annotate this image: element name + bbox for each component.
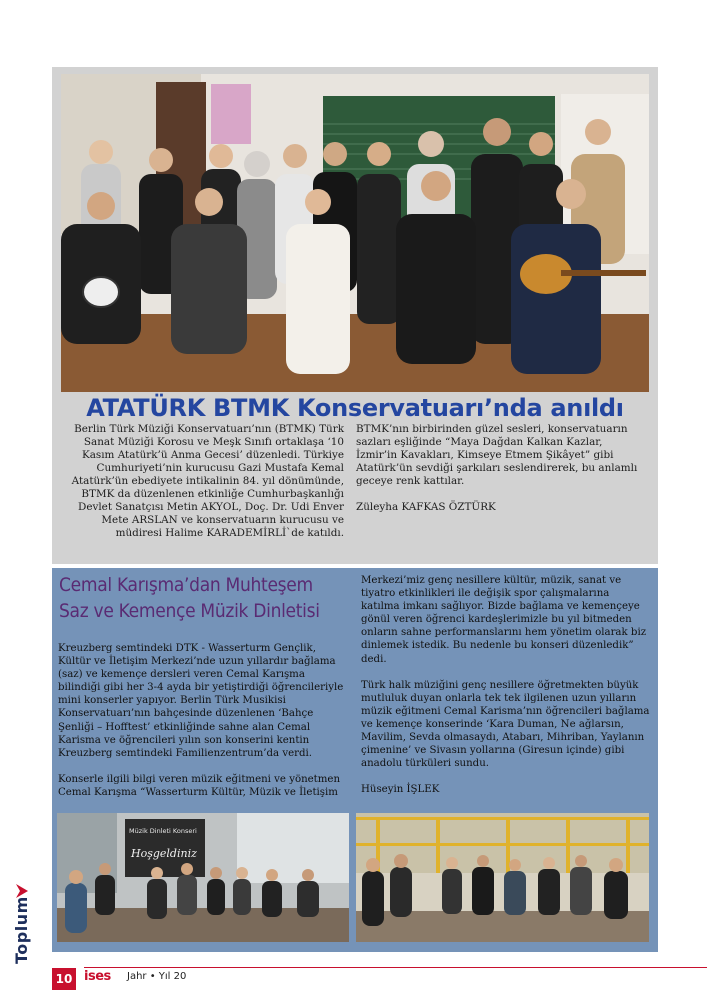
page-number: 10 xyxy=(52,968,76,990)
article1-right-column xyxy=(356,423,646,514)
blackboard-text-2: Hoşgeldiniz xyxy=(131,847,197,860)
article2-title-line2: Saz ve Kemençe Müzik Dinletisi xyxy=(59,600,320,622)
concert-photo-classroom xyxy=(57,813,349,942)
article2-title xyxy=(59,572,349,624)
issue-label: Jahr • Yıl 20 xyxy=(127,971,187,982)
article1-left-column xyxy=(64,423,344,540)
section-label-text: Toplum xyxy=(12,896,31,964)
article2-left-paragraph-1: Kreuzberg semtindeki DTK - Wasserturm Gençlik, Kültür ve İletişim Merkezi’nde uzun yıllardır bağlama (saz) ve kemençe dersleri veren Cemal Karışma bilindiği gibi her 3-4 ayda bir yetiştirdiği öğrencileriyle mini konserler yapıyor. Berlin Türk Musikisi Konservatuarı’nın bahçesinde düzenlenen ‘Bahçe Şenliği – Hofftest’ etkinliğinde sahne alan Cemal Karisma ve öğrencileri yılın son konserini kentin Kreuzberg semtindeki Familienzentrum’da verdi. xyxy=(58,643,344,759)
article2-right-paragraph-1: Merkezi’miz genç nesillere kültür, müzik, sanat ve tiyatro etkinlikleri ile değişik spor çalışmalarına katılma imkanı sağlıyor. Bizde bağlama ve kemençeye gönül veren öğrenci kardeşlerimizle bu yıl bitmeden onların sahne performanslarını hem yönetim olarak biz dinlemek istedik. Bu nedenle bu konseri düzenledik” dedi. xyxy=(361,575,647,665)
article1-left-text: Berlin Türk Müziği Konservatuarı’nın (BTMK) Türk Sanat Müziği Korosu ve Meşk Sınıfı ortaklaşa ‘10 Kasım Atatürk’ü Anma Gecesi’ düzenledi. Türkiye Cumhuriyeti’nin kurucusu Gazi Mustafa Kemal Atatürk’ün ebediyete intikalinin 84. yıl dönümünde, BTMK da düzenlenen etkinliğe Cumhurbaşkanlığı Devlet Sanatçısı Metin AKYOL, Doç. Dr. Udi Enver Mete ARSLAN ve konservatuarın kurucusu ve müdiresi Halime KARADEMİRLİ`de katıldı. xyxy=(71,423,344,539)
blackboard-text-1: Müzik Dinleti Konseri xyxy=(129,827,197,835)
article2-right-paragraph-2: Türk halk müziğini genç nesillere öğretmekten büyük mutluluk duyan onlarla tek tek ilgilenen uzun yılların müzik eğitmeni Cemal Karisma’nın öğrencileri bağlama ve kemençe konserinde ‘Kara Duman, Ne ağlarsın, Mavilim, Sevda olmasaydı, Atabarı, Mihriban, Yaylanın çimenine’ ve Sivasın yollarına (Giresun içinde) gibi anadolu türküleri sundu. xyxy=(361,679,650,770)
article1-signature: Züleyha KAFKAS ÖZTÜRK xyxy=(356,501,496,513)
article2-left-paragraph-2: Konserle ilgili bilgi veren müzik eğitmeni ve yönetmen Cemal Karışma “Wasserturm Kültür, Müzik ve İletişim xyxy=(58,773,341,798)
article2-title-line1: Cemal Karışma’dan Muhteşem xyxy=(59,574,313,596)
article-ataturk xyxy=(52,67,658,564)
group-photo-conservatory xyxy=(61,74,649,392)
article-cemal-karisma xyxy=(52,568,658,952)
article2-signature: Hüseyin İŞLEK xyxy=(361,784,440,796)
article1-title: ATATÜRK BTMK Konservatuarı’nda anıldı xyxy=(86,394,624,422)
section-label xyxy=(10,884,34,964)
article2-right-column xyxy=(361,574,651,809)
concert-photo-hall xyxy=(356,813,649,942)
article2-left-column xyxy=(58,642,348,812)
magazine-logo: ises xyxy=(84,969,111,984)
article1-right-text: BTMK’nın birbirinden güzel sesleri, konservatuarın sazları eşliğinde “Maya Dağdan Kalkan Kazlar, İzmir’in Kavakları, Kimseye Etmem Şikâyet” gibi Atatürk’ün sevdiği şarkıları seslendirerek, bu anlamlı geceye renk kattılar. xyxy=(356,423,638,487)
footer-rule xyxy=(84,967,707,968)
